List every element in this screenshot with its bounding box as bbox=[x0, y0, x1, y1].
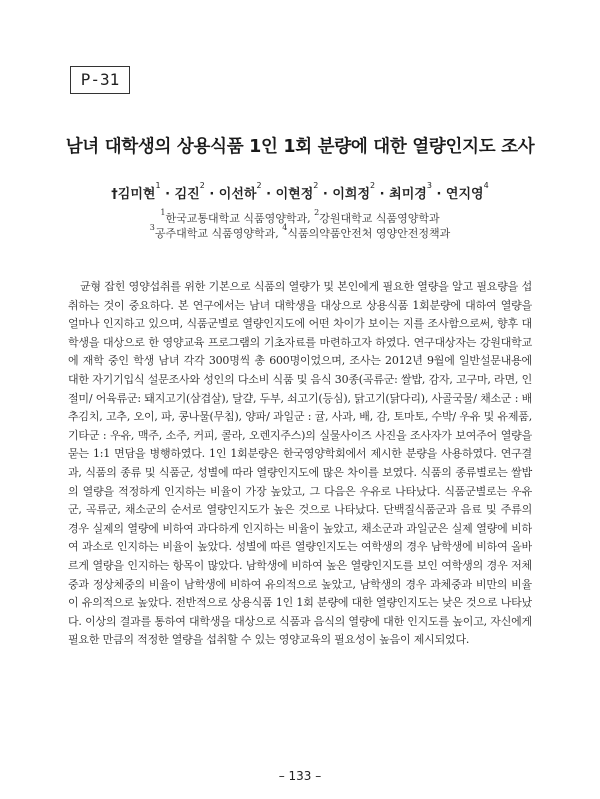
affiliation-line-2 bbox=[0, 225, 600, 241]
paper-title: 남녀 대학생의 상용식품 1인 1회 분량에 대한 열량인지도 조사 bbox=[65, 137, 535, 157]
affiliation-line-1 bbox=[0, 210, 600, 226]
affiliation-text: 강원대학교 식품영양학과 bbox=[319, 212, 440, 225]
abstract-body: 균형 잡힌 영양섭취를 위한 기본으로 식품의 열량가 및 본인에게 필요한 열량을 알고 필요량을 섭취하는 것이 중요하다. 본 연구에서는 남녀 대학생을 대상으로 상용식품 1회분량에 대하여 열량을 얼마나 인지하고 있으며, 식품군별로 열량인지도에 어떤 차이가 보이는 지를 조사함으로써, 향후 대학생을 대상으로 한 영양교육 프로그램의 기초자료를 마련하고자 하였다. 연구대상자는 강원대학교에 재학 중인 학생 남녀 각각 300명씩 총 600명이었으며, 조사는 2012년 9월에 일반설문내용에 대한 자기기입식 설문조사와 성인의 다소비 식품 및 음식 30종(곡류군: 쌀밥, 감자, 고구마, 라면, 인절미/ 어육류군: 돼지고기(삼겹살), 달걀, 두부, 쇠고기(등심), 닭고기(닭다리), 사골국물/ 채소군 : 배추김치, 고추, 오이, 파, 콩나물(무침), 양파/ 과일군 : 귤, 사과, 배, 감, 토마토, 수박/ 우유 및 유제품, 기타군 : 우유, 맥주, 소주, 커피, 콜라, 오렌지주스)의 실물사이즈 사진을 조사자가 보여주어 열량을 묻는 1:1 면담을 병행하였다. 1인 1회분량은 한국영양학회에서 제시한 분량을 사용하였다. 연구결과, 식품의 종류 및 식품군, 성별에 따라 열량인지도에 많은 차이를 보였다. 식품의 종류별로는 쌀밥의 열량을 적정하게 인지하는 비율이 가장 높았고, 그 다음은 우유로 나타났다. 식품군별로는 우유군, 곡류군, 채소군의 순서로 열량인지도가 높은 것으로 나타났다. 단백질식품군과 음료 및 주류의 경우 실제의 열량에 비하여 과다하게 인지하는 비율이 높았고, 채소군과 과일군은 실제 열량에 비하여 과소로 인지하는 비율이 높았다. 성별에 따른 열량인지도는 여학생의 경우 남학생에 비하여 올바르게 열량을 인지하는 항목이 많았다. 남학생에 비하여 높은 열량인지도를 보인 여학생의 경우 저체중과 정상체중의 비율이 남학생에 비하여 유의적으로 높았고, 남학생의 경우 과체중과 비만의 비율이 유의적으로 높았다. 전반적으로 상용식품 1인 1회 분량에 대한 열량인지도는 낮은 것으로 나타났다. 이상의 결과를 통하여 대학생을 대상으로 식품과 음식의 열량에 대한 인지도를 높이고, 자신에게 필요한 만큼의 적정한 열량을 섭취할 수 있는 영양교육의 필요성이 높음이 제시되었다. bbox=[68, 280, 532, 647]
author-sup: 1 bbox=[155, 181, 161, 190]
author-list: †김미현$^1$ · 김진$^2$ · 이선하$^2$ · 이현정$^2$ · 이희정$^2$ · 최미경$^3$ · 연지영$^4$ bbox=[111, 181, 489, 202]
author-name: 이현정 bbox=[275, 187, 314, 202]
author-sup: 2 bbox=[199, 181, 205, 190]
author-mark: † bbox=[111, 187, 118, 202]
author-name: 김진 bbox=[174, 187, 200, 202]
page-number: – 133 – bbox=[278, 769, 322, 783]
affiliation-sup: 4 bbox=[282, 223, 288, 232]
author-sup: 2 bbox=[256, 181, 262, 190]
author-sup: 2 bbox=[313, 181, 319, 190]
author-sup: 4 bbox=[483, 181, 489, 190]
author-sup: 3 bbox=[426, 181, 432, 190]
author-name: 이선하 bbox=[218, 187, 257, 202]
author-name: 최미경 bbox=[389, 187, 427, 202]
affiliation-sup: 2 bbox=[314, 208, 320, 217]
poster-label: P-31 bbox=[70, 66, 130, 94]
author-name: 연지영 bbox=[445, 187, 484, 202]
affiliation-sup: 3 bbox=[149, 223, 155, 232]
affiliation-sup: 1 bbox=[160, 208, 166, 217]
author-name: 김미현 bbox=[117, 187, 156, 202]
author-name: 이희정 bbox=[332, 187, 371, 202]
affiliation-text: 식품의약품안전처 영양안전정책과 bbox=[287, 227, 451, 240]
affiliation-text: 공주대학교 식품영양학과, bbox=[154, 227, 279, 240]
author-sup: 2 bbox=[370, 181, 376, 190]
affiliation-text: 한국교통대학교 식품영양학과, bbox=[165, 212, 311, 225]
